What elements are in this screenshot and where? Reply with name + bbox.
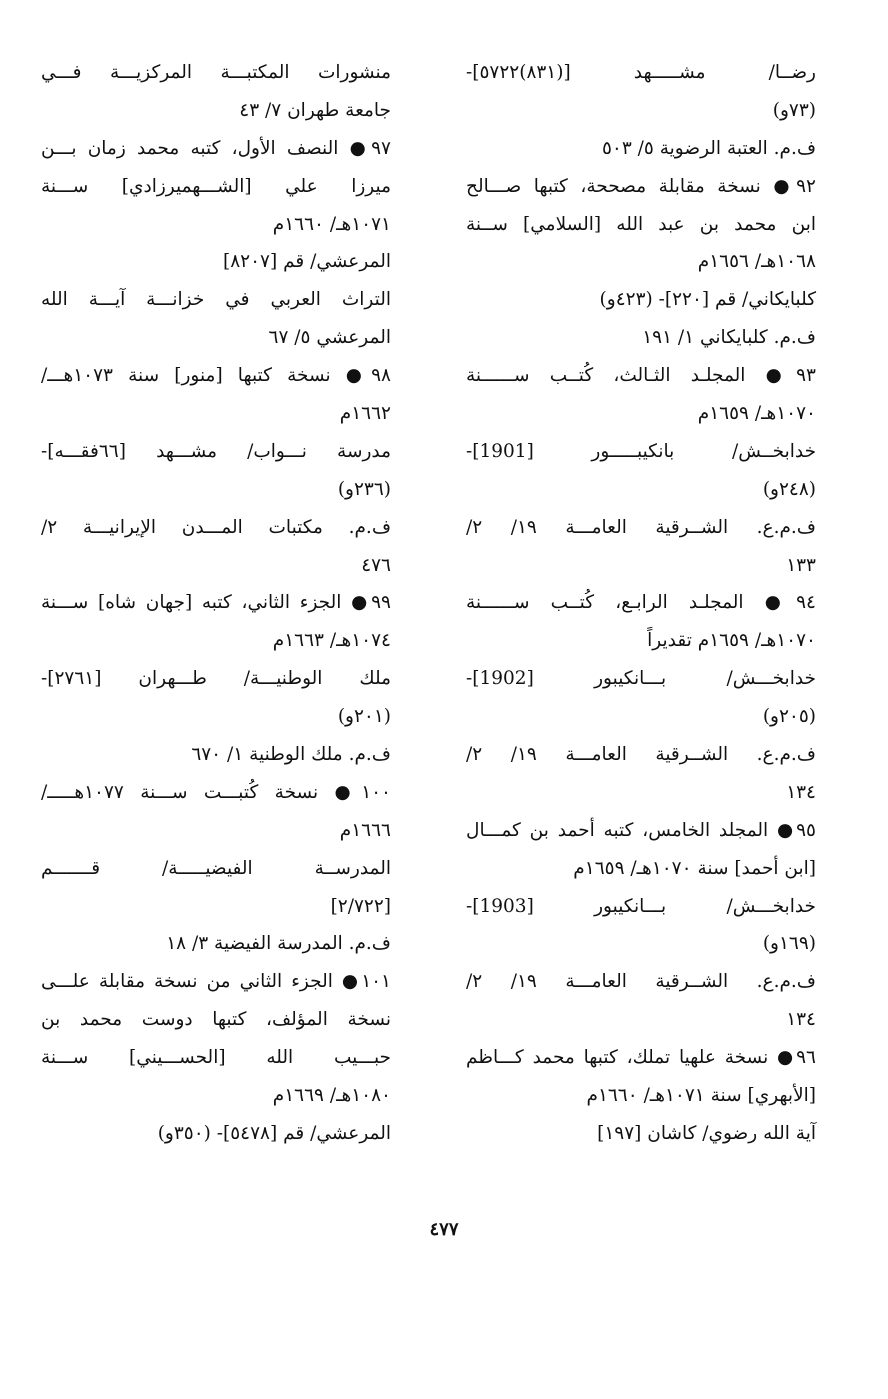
text-line: جامعة طهران ٧/ ٤٣: [239, 99, 391, 121]
text-line: نسخة المؤلف، كتبها دوست محمد بن: [41, 1009, 391, 1031]
text-line: المرعشي ٥/ ٦٧: [268, 327, 391, 349]
text-line: ف.م.ع. الشــرقية العامـــة ١٩/ ٢/: [466, 516, 816, 538]
text-line: ١٠٧٤هـ/ ١٦٦٣م: [272, 630, 391, 652]
text-line: المرعشي/ قم [٨٢٠٧]: [223, 251, 391, 273]
text-line: ٩٢● نسخة مقابلة مصححة، كتبها صـــالح: [466, 175, 816, 197]
text-line: ١٦٦٢م: [339, 403, 391, 425]
text-line: ١٣٤: [786, 1009, 816, 1031]
text-line: ف.م. مكتبات المـــدن الإيرانيـــة ٢/: [41, 516, 391, 538]
text-line: خدابخـــش/ بـــانكيبور [1903]-: [466, 895, 816, 917]
text-line: ٩٨● نسخة كتبها [منور] سنة ١٠٧٣هـــ/: [41, 365, 391, 387]
text-line: التراث العربي في خزانـــة آيـــة الله: [41, 289, 391, 311]
text-line: (١٦٩و): [762, 933, 816, 955]
text-line: آية الله رضوي/ كاشان [١٩٧]: [597, 1122, 816, 1144]
text-line: خدابخــش/ بانكيبـــــور [1901]-: [466, 440, 816, 462]
text-line: [٢/٧٢٢]: [330, 895, 391, 917]
text-line: ٩٤● المجلـد الرابـع، كُتــب ســــــنة: [466, 592, 816, 614]
text-line: المدرســة الفيضيـــــة/ قـــــــم: [41, 857, 391, 879]
left-column: [41, 54, 391, 1153]
text-line: (٢٣٦و): [337, 478, 391, 500]
text-line: ٩٩● الجزء الثاني، كتبه [جهان شاه] ســـنة: [41, 592, 391, 614]
right-column: [466, 54, 816, 1153]
text-line: مدرسة نـــواب/ مشـــهد [٦٦فقـــه]-: [41, 440, 391, 462]
page-number: ٤٧٧: [429, 1219, 459, 1240]
text-line: (٢٠٥و): [762, 706, 816, 728]
text-line: ١٠٧٠هـ/ ١٦٥٩م تقديراً: [647, 630, 816, 652]
text-line: ١٠١● الجزء الثاني من نسخة مقابلة علـــى: [41, 971, 391, 993]
text-line: ف.م. ملك الوطنية ١/ ٦٧٠: [191, 744, 391, 766]
text-line: ١٣٣: [786, 554, 816, 576]
text-line: [الأبهري] سنة ١٠٧١هـ/ ١٦٦٠م: [586, 1085, 816, 1107]
text-line: (٢٠١و): [337, 706, 391, 728]
text-line: ١٠٨٠هـ/ ١٦٦٩م: [272, 1085, 391, 1107]
text-line: ١٠٧٠هـ/ ١٦٥٩م: [697, 403, 816, 425]
text-line: حبـــيب الله [الحســـيني] ســـنة: [41, 1047, 391, 1069]
text-line: ف.م.ع. الشــرقية العامـــة ١٩/ ٢/: [466, 744, 816, 766]
text-line: كلبايكاني/ قم [٢٢٠]- (٤٢٣و): [599, 289, 816, 311]
text-line: رضــا/ مشـــــهد [(٨٣١)٥٧٢٢]-: [466, 62, 816, 83]
text-line: ٩٣● المجلـد الثـالث، كُتــب ســــــنة: [466, 365, 816, 387]
text-line: ابن محمد بن عبد الله [السلامي] ســنة: [466, 213, 816, 235]
text-line: ٩٧● النصف الأول، كتبه محمد زمان بـــن: [41, 137, 391, 159]
text-line: ف.م.ع. الشــرقية العامـــة ١٩/ ٢/: [466, 971, 816, 993]
text-line: ١٠٧١هـ/ ١٦٦٠م: [272, 213, 391, 235]
text-line: ميرزا علي [الشـــهميرزادي] ســـنة: [41, 175, 391, 197]
text-line: ٩٦● نسخة علهيا تملك، كتبها محمد كـــاظم: [466, 1047, 816, 1069]
text-line: ١٠٦٨هـ/ ١٦٥٦م: [697, 251, 816, 273]
text-line: ف.م. العتبة الرضوية ٥/ ٥٠٣: [601, 137, 816, 159]
text-line: (٧٣و): [772, 99, 816, 121]
text-line: ف.م. المدرسة الفيضية ٣/ ١٨: [166, 933, 391, 955]
text-line: منشورات المكتبـــة المركزيـــة فـــي: [41, 62, 391, 83]
text-line: ملك الوطنيـــة/ طـــهران [٢٧٦١]-: [41, 668, 391, 690]
text-line: ١٦٦٦م: [339, 819, 391, 841]
text-line: ١٣٤: [786, 781, 816, 803]
text-line: ١٠٠● نسخة كُتبـــت ســـنة ١٠٧٧هـــــ/: [41, 781, 391, 803]
text-line: ٩٥● المجلد الخامس، كتبه أحمد بن كمـــال: [466, 819, 816, 841]
text-line: (٢٤٨و): [762, 478, 816, 500]
text-line: ٤٧٦: [361, 554, 391, 576]
text-line: ف.م. كلبايكاني ١/ ١٩١: [642, 327, 816, 349]
text-line: خدابخـــش/ بـــانكيبور [1902]-: [466, 668, 816, 690]
text-line: [ابن أحمد] سنة ١٠٧٠هـ/ ١٦٥٩م: [573, 857, 816, 879]
text-line: المرعشي/ قم [٥٤٧٨]- (٣٥٠و): [157, 1122, 391, 1144]
